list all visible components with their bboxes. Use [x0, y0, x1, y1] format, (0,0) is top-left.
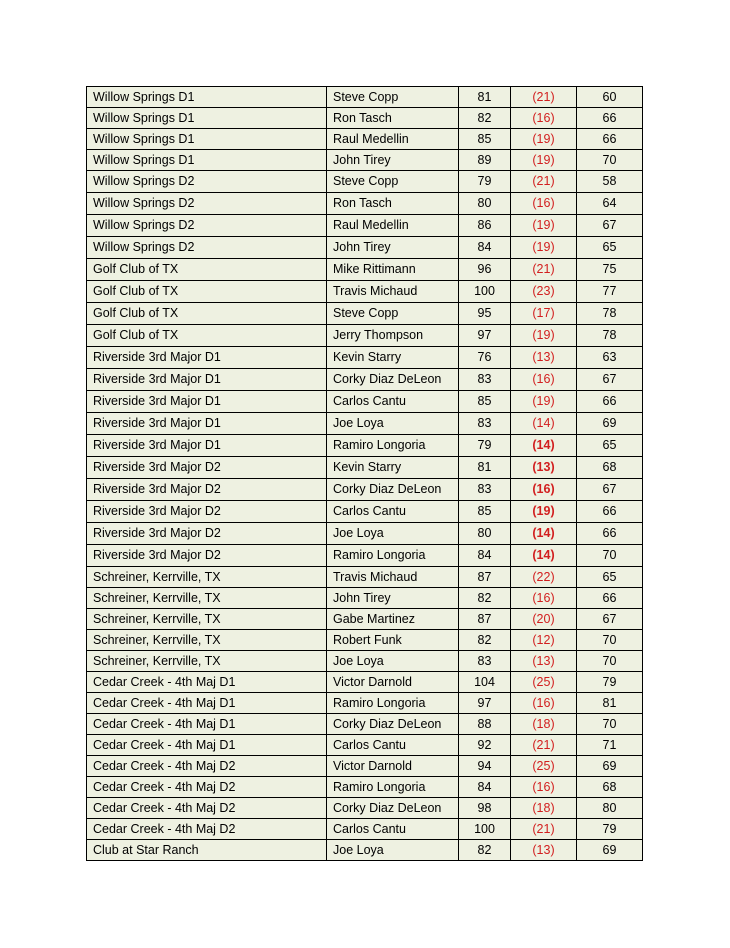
- gross-score-cell: 85: [459, 501, 511, 523]
- gross-score-cell: 89: [459, 150, 511, 171]
- gross-score-cell: 79: [459, 171, 511, 193]
- net-score-cell: 66: [577, 391, 643, 413]
- net-score-cell: 64: [577, 193, 643, 215]
- player-cell: Ramiro Longoria: [327, 693, 459, 714]
- handicap-cell: (12): [511, 630, 577, 651]
- course-cell: Schreiner, Kerrville, TX: [87, 588, 327, 609]
- gross-score-cell: 94: [459, 756, 511, 777]
- course-cell: Riverside 3rd Major D1: [87, 369, 327, 391]
- gross-score-cell: 95: [459, 303, 511, 325]
- course-cell: Golf Club of TX: [87, 325, 327, 347]
- player-cell: Corky Diaz DeLeon: [327, 369, 459, 391]
- player-cell: Ron Tasch: [327, 193, 459, 215]
- net-score-cell: 70: [577, 630, 643, 651]
- table-row: [87, 523, 643, 545]
- course-cell: Cedar Creek - 4th Maj D1: [87, 735, 327, 756]
- course-cell: Riverside 3rd Major D2: [87, 457, 327, 479]
- course-cell: Golf Club of TX: [87, 259, 327, 281]
- net-score-cell: 70: [577, 714, 643, 735]
- player-cell: Robert Funk: [327, 630, 459, 651]
- course-cell: Cedar Creek - 4th Maj D2: [87, 798, 327, 819]
- gross-score-cell: 97: [459, 693, 511, 714]
- gross-score-cell: 84: [459, 545, 511, 567]
- gross-score-cell: 76: [459, 347, 511, 369]
- handicap-cell: (21): [511, 171, 577, 193]
- course-cell: Riverside 3rd Major D2: [87, 501, 327, 523]
- handicap-cell: (25): [511, 756, 577, 777]
- handicap-cell: (16): [511, 193, 577, 215]
- net-score-cell: 69: [577, 756, 643, 777]
- handicap-cell: (17): [511, 303, 577, 325]
- gross-score-cell: 97: [459, 325, 511, 347]
- player-cell: Corky Diaz DeLeon: [327, 479, 459, 501]
- net-score-cell: 67: [577, 479, 643, 501]
- gross-score-cell: 85: [459, 129, 511, 150]
- gross-score-cell: 96: [459, 259, 511, 281]
- course-cell: Cedar Creek - 4th Maj D2: [87, 777, 327, 798]
- player-cell: Corky Diaz DeLeon: [327, 798, 459, 819]
- table-row: [87, 819, 643, 840]
- net-score-cell: 79: [577, 819, 643, 840]
- handicap-cell: (16): [511, 693, 577, 714]
- handicap-cell: (18): [511, 798, 577, 819]
- gross-score-cell: 87: [459, 609, 511, 630]
- table-row: [87, 651, 643, 672]
- net-score-cell: 68: [577, 457, 643, 479]
- handicap-cell: (19): [511, 129, 577, 150]
- table-row: [87, 798, 643, 819]
- table-row: [87, 756, 643, 777]
- course-cell: Cedar Creek - 4th Maj D1: [87, 714, 327, 735]
- course-cell: Golf Club of TX: [87, 281, 327, 303]
- gross-score-cell: 82: [459, 108, 511, 129]
- handicap-cell: (14): [511, 523, 577, 545]
- net-score-cell: 66: [577, 129, 643, 150]
- course-cell: Riverside 3rd Major D2: [87, 523, 327, 545]
- player-cell: Travis Michaud: [327, 281, 459, 303]
- course-cell: Schreiner, Kerrville, TX: [87, 609, 327, 630]
- net-score-cell: 65: [577, 567, 643, 588]
- player-cell: Joe Loya: [327, 523, 459, 545]
- scores-table: [86, 86, 643, 861]
- handicap-cell: (14): [511, 435, 577, 457]
- table-row: [87, 714, 643, 735]
- course-cell: Willow Springs D2: [87, 215, 327, 237]
- handicap-cell: (19): [511, 237, 577, 259]
- gross-score-cell: 92: [459, 735, 511, 756]
- table-row: [87, 303, 643, 325]
- player-cell: Joe Loya: [327, 413, 459, 435]
- handicap-cell: (13): [511, 651, 577, 672]
- table-row: [87, 259, 643, 281]
- course-cell: Riverside 3rd Major D2: [87, 479, 327, 501]
- net-score-cell: 66: [577, 108, 643, 129]
- net-score-cell: 63: [577, 347, 643, 369]
- handicap-cell: (19): [511, 215, 577, 237]
- course-cell: Schreiner, Kerrville, TX: [87, 567, 327, 588]
- player-cell: John Tirey: [327, 150, 459, 171]
- gross-score-cell: 87: [459, 567, 511, 588]
- handicap-cell: (21): [511, 259, 577, 281]
- player-cell: John Tirey: [327, 588, 459, 609]
- net-score-cell: 77: [577, 281, 643, 303]
- net-score-cell: 60: [577, 87, 643, 108]
- player-cell: Gabe Martinez: [327, 609, 459, 630]
- course-cell: Riverside 3rd Major D1: [87, 347, 327, 369]
- handicap-cell: (14): [511, 413, 577, 435]
- player-cell: Travis Michaud: [327, 567, 459, 588]
- gross-score-cell: 81: [459, 457, 511, 479]
- handicap-cell: (21): [511, 87, 577, 108]
- gross-score-cell: 100: [459, 819, 511, 840]
- net-score-cell: 70: [577, 545, 643, 567]
- course-cell: Willow Springs D2: [87, 171, 327, 193]
- table-row: [87, 777, 643, 798]
- table-row: [87, 237, 643, 259]
- net-score-cell: 80: [577, 798, 643, 819]
- gross-score-cell: 80: [459, 523, 511, 545]
- net-score-cell: 68: [577, 777, 643, 798]
- player-cell: Ramiro Longoria: [327, 435, 459, 457]
- net-score-cell: 67: [577, 609, 643, 630]
- gross-score-cell: 83: [459, 479, 511, 501]
- table-row: [87, 609, 643, 630]
- course-cell: Golf Club of TX: [87, 303, 327, 325]
- table-row: [87, 479, 643, 501]
- table-row: [87, 150, 643, 171]
- gross-score-cell: 80: [459, 193, 511, 215]
- net-score-cell: 78: [577, 325, 643, 347]
- net-score-cell: 65: [577, 237, 643, 259]
- net-score-cell: 67: [577, 369, 643, 391]
- gross-score-cell: 83: [459, 369, 511, 391]
- gross-score-cell: 81: [459, 87, 511, 108]
- table-row: [87, 630, 643, 651]
- player-cell: Mike Rittimann: [327, 259, 459, 281]
- net-score-cell: 79: [577, 672, 643, 693]
- table-row: [87, 840, 643, 861]
- course-cell: Riverside 3rd Major D2: [87, 545, 327, 567]
- gross-score-cell: 85: [459, 391, 511, 413]
- table-row: [87, 281, 643, 303]
- net-score-cell: 70: [577, 651, 643, 672]
- course-cell: Schreiner, Kerrville, TX: [87, 630, 327, 651]
- player-cell: Steve Copp: [327, 303, 459, 325]
- course-cell: Cedar Creek - 4th Maj D2: [87, 756, 327, 777]
- handicap-cell: (21): [511, 735, 577, 756]
- table-row: [87, 193, 643, 215]
- gross-score-cell: 84: [459, 777, 511, 798]
- net-score-cell: 71: [577, 735, 643, 756]
- gross-score-cell: 82: [459, 588, 511, 609]
- course-cell: Club at Star Ranch: [87, 840, 327, 861]
- handicap-cell: (23): [511, 281, 577, 303]
- course-cell: Willow Springs D2: [87, 193, 327, 215]
- net-score-cell: 69: [577, 413, 643, 435]
- course-cell: Riverside 3rd Major D1: [87, 435, 327, 457]
- table-row: [87, 215, 643, 237]
- course-cell: Willow Springs D1: [87, 108, 327, 129]
- course-cell: Schreiner, Kerrville, TX: [87, 651, 327, 672]
- table-row: [87, 129, 643, 150]
- table-row: [87, 325, 643, 347]
- handicap-cell: (19): [511, 325, 577, 347]
- handicap-cell: (13): [511, 347, 577, 369]
- gross-score-cell: 83: [459, 413, 511, 435]
- handicap-cell: (19): [511, 150, 577, 171]
- table-row: [87, 347, 643, 369]
- player-cell: Steve Copp: [327, 171, 459, 193]
- player-cell: Jerry Thompson: [327, 325, 459, 347]
- player-cell: Victor Darnold: [327, 756, 459, 777]
- net-score-cell: 69: [577, 840, 643, 861]
- player-cell: John Tirey: [327, 237, 459, 259]
- course-cell: Willow Springs D1: [87, 150, 327, 171]
- table-row: [87, 501, 643, 523]
- course-cell: Willow Springs D1: [87, 129, 327, 150]
- gross-score-cell: 83: [459, 651, 511, 672]
- player-cell: Corky Diaz DeLeon: [327, 714, 459, 735]
- scores-table-body: [87, 87, 643, 861]
- gross-score-cell: 82: [459, 630, 511, 651]
- handicap-cell: (13): [511, 457, 577, 479]
- net-score-cell: 66: [577, 523, 643, 545]
- handicap-cell: (22): [511, 567, 577, 588]
- player-cell: Raul Medellin: [327, 215, 459, 237]
- handicap-cell: (16): [511, 777, 577, 798]
- course-cell: Willow Springs D1: [87, 87, 327, 108]
- gross-score-cell: 100: [459, 281, 511, 303]
- player-cell: Carlos Cantu: [327, 735, 459, 756]
- net-score-cell: 66: [577, 588, 643, 609]
- handicap-cell: (25): [511, 672, 577, 693]
- gross-score-cell: 84: [459, 237, 511, 259]
- table-row: [87, 369, 643, 391]
- handicap-cell: (18): [511, 714, 577, 735]
- table-row: [87, 413, 643, 435]
- gross-score-cell: 86: [459, 215, 511, 237]
- table-row: [87, 735, 643, 756]
- course-cell: Cedar Creek - 4th Maj D1: [87, 693, 327, 714]
- table-row: [87, 567, 643, 588]
- table-row: [87, 87, 643, 108]
- gross-score-cell: 88: [459, 714, 511, 735]
- net-score-cell: 66: [577, 501, 643, 523]
- player-cell: Raul Medellin: [327, 129, 459, 150]
- handicap-cell: (14): [511, 545, 577, 567]
- gross-score-cell: 104: [459, 672, 511, 693]
- course-cell: Riverside 3rd Major D1: [87, 391, 327, 413]
- handicap-cell: (19): [511, 501, 577, 523]
- table-row: [87, 171, 643, 193]
- handicap-cell: (13): [511, 840, 577, 861]
- player-cell: Joe Loya: [327, 840, 459, 861]
- player-cell: Joe Loya: [327, 651, 459, 672]
- net-score-cell: 58: [577, 171, 643, 193]
- net-score-cell: 75: [577, 259, 643, 281]
- handicap-cell: (21): [511, 819, 577, 840]
- handicap-cell: (20): [511, 609, 577, 630]
- course-cell: Cedar Creek - 4th Maj D2: [87, 819, 327, 840]
- handicap-cell: (19): [511, 391, 577, 413]
- course-cell: Riverside 3rd Major D1: [87, 413, 327, 435]
- player-cell: Carlos Cantu: [327, 819, 459, 840]
- gross-score-cell: 82: [459, 840, 511, 861]
- table-row: [87, 391, 643, 413]
- player-cell: Kevin Starry: [327, 347, 459, 369]
- gross-score-cell: 79: [459, 435, 511, 457]
- handicap-cell: (16): [511, 479, 577, 501]
- table-row: [87, 457, 643, 479]
- net-score-cell: 70: [577, 150, 643, 171]
- net-score-cell: 81: [577, 693, 643, 714]
- table-row: [87, 435, 643, 457]
- handicap-cell: (16): [511, 108, 577, 129]
- handicap-cell: (16): [511, 588, 577, 609]
- course-cell: Willow Springs D2: [87, 237, 327, 259]
- table-row: [87, 108, 643, 129]
- net-score-cell: 65: [577, 435, 643, 457]
- player-cell: Carlos Cantu: [327, 391, 459, 413]
- player-cell: Ramiro Longoria: [327, 777, 459, 798]
- table-row: [87, 672, 643, 693]
- player-cell: Steve Copp: [327, 87, 459, 108]
- table-row: [87, 588, 643, 609]
- table-row: [87, 693, 643, 714]
- player-cell: Ron Tasch: [327, 108, 459, 129]
- net-score-cell: 67: [577, 215, 643, 237]
- course-cell: Cedar Creek - 4th Maj D1: [87, 672, 327, 693]
- player-cell: Carlos Cantu: [327, 501, 459, 523]
- player-cell: Victor Darnold: [327, 672, 459, 693]
- net-score-cell: 78: [577, 303, 643, 325]
- handicap-cell: (16): [511, 369, 577, 391]
- player-cell: Kevin Starry: [327, 457, 459, 479]
- table-row: [87, 545, 643, 567]
- gross-score-cell: 98: [459, 798, 511, 819]
- player-cell: Ramiro Longoria: [327, 545, 459, 567]
